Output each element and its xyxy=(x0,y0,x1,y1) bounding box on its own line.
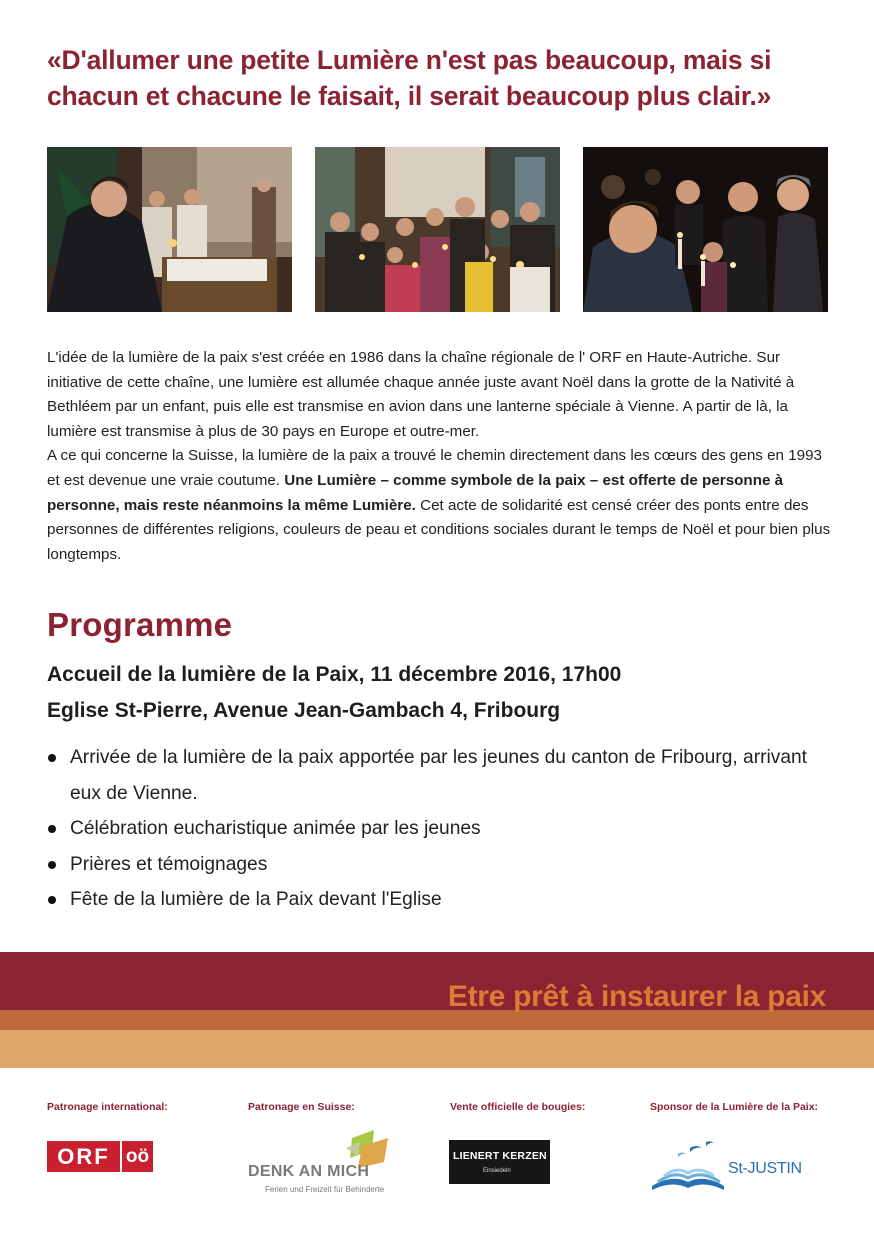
lienert-kerzen-text: LIENERT KERZEN xyxy=(453,1150,547,1162)
intro-paragraph-2-end: Cet acte de solidarité est censé créer des ponts entre des personnes de différentes religions, couleurs de peau et conditions sociales durant le temps de Noël et pour bien plus longtemps. xyxy=(47,496,831,563)
orf-logo-text: ORF xyxy=(47,1141,120,1172)
intro-paragraph-1: L'idée de la lumière de la paix s'est créée en 1986 dans la chaîne régionale de l' ORF en Haute-Autriche. Sur initiative de cette chaîne, une lumière est allumée chaque année juste avant Noël dans la grotte de la Nativité à Bethléem par un enfant, puis elle est transmise en avion dans une lanterne spéciale à Vienne. A partir de là, la lumière est transmise à plus de 30 pays en Europe et outre-mer. xyxy=(47,349,795,440)
banner-band-light xyxy=(0,1030,874,1068)
photo-reader-at-lectern xyxy=(47,147,292,312)
st-justin-text: St-JUSTIN xyxy=(728,1160,802,1177)
denk-an-mich-subtext: Ferien und Freizeit für Behinderte xyxy=(265,1185,385,1194)
sponsor-label-international: Patronage international: xyxy=(47,1101,168,1113)
intro-text xyxy=(47,346,837,567)
headline-quote: «D'allumer une petite Lumière n'est pas beaucoup, mais si chacun et chacune le faisait, il serait beaucoup plus clair.» xyxy=(47,45,772,111)
lienert-kerzen-subtext: Einsiedeln xyxy=(483,1168,511,1174)
sponsor-label-suisse: Patronage en Suisse: xyxy=(248,1101,355,1113)
orf-logo-suffix: oö xyxy=(122,1141,153,1172)
banner-slogan: Etre prêt à instaurer la paix xyxy=(447,980,826,1013)
denk-an-mich-leaf-icon xyxy=(344,1128,390,1168)
denk-an-mich-logo xyxy=(248,1128,398,1196)
programme-event-line: Accueil de la lumière de la Paix, 11 décembre 2016, 17h00 xyxy=(47,663,622,686)
programme-item: Fête de la lumière de la Paix devant l'Eglise xyxy=(47,882,837,918)
programme-item: Arrivée de la lumière de la paix apportée par les jeunes du canton de Fribourg, arrivant eux de Vienne. xyxy=(47,740,837,811)
intro-paragraph-2-start: A ce qui concerne la Suisse, la lumière de la paix a trouvé le chemin directement dans les cœurs des gens en 1993 et est devenue une vraie coutume. xyxy=(47,447,822,489)
programme-item: Prières et témoignages xyxy=(47,847,837,883)
programme-title: Programme xyxy=(47,606,233,643)
st-justin-logo xyxy=(650,1135,808,1195)
orf-logo xyxy=(47,1141,153,1172)
st-justin-book-bird-icon xyxy=(650,1140,726,1192)
photo-crowd-with-candles xyxy=(315,147,560,312)
programme-list xyxy=(47,740,837,918)
lienert-kerzen-logo xyxy=(449,1140,550,1184)
programme-item: Célébration eucharistique animée par les jeunes xyxy=(47,811,837,847)
intro-paragraph-2-bold: Une Lumière – comme symbole de la paix – est offerte de personne à personne, mais reste néanmoins la même Lumière. xyxy=(47,471,784,514)
sponsor-label-bougies: Vente officielle de bougies: xyxy=(450,1101,586,1113)
programme-event-info xyxy=(47,657,847,729)
programme-location-line: Eglise St-Pierre, Avenue Jean-Gambach 4, Fribourg xyxy=(47,699,561,722)
photo-family-with-candles xyxy=(583,147,828,312)
sponsor-label-sponsor: Sponsor de la Lumière de la Paix: xyxy=(650,1101,819,1113)
denk-an-mich-text: DENK AN MICH xyxy=(248,1163,370,1180)
